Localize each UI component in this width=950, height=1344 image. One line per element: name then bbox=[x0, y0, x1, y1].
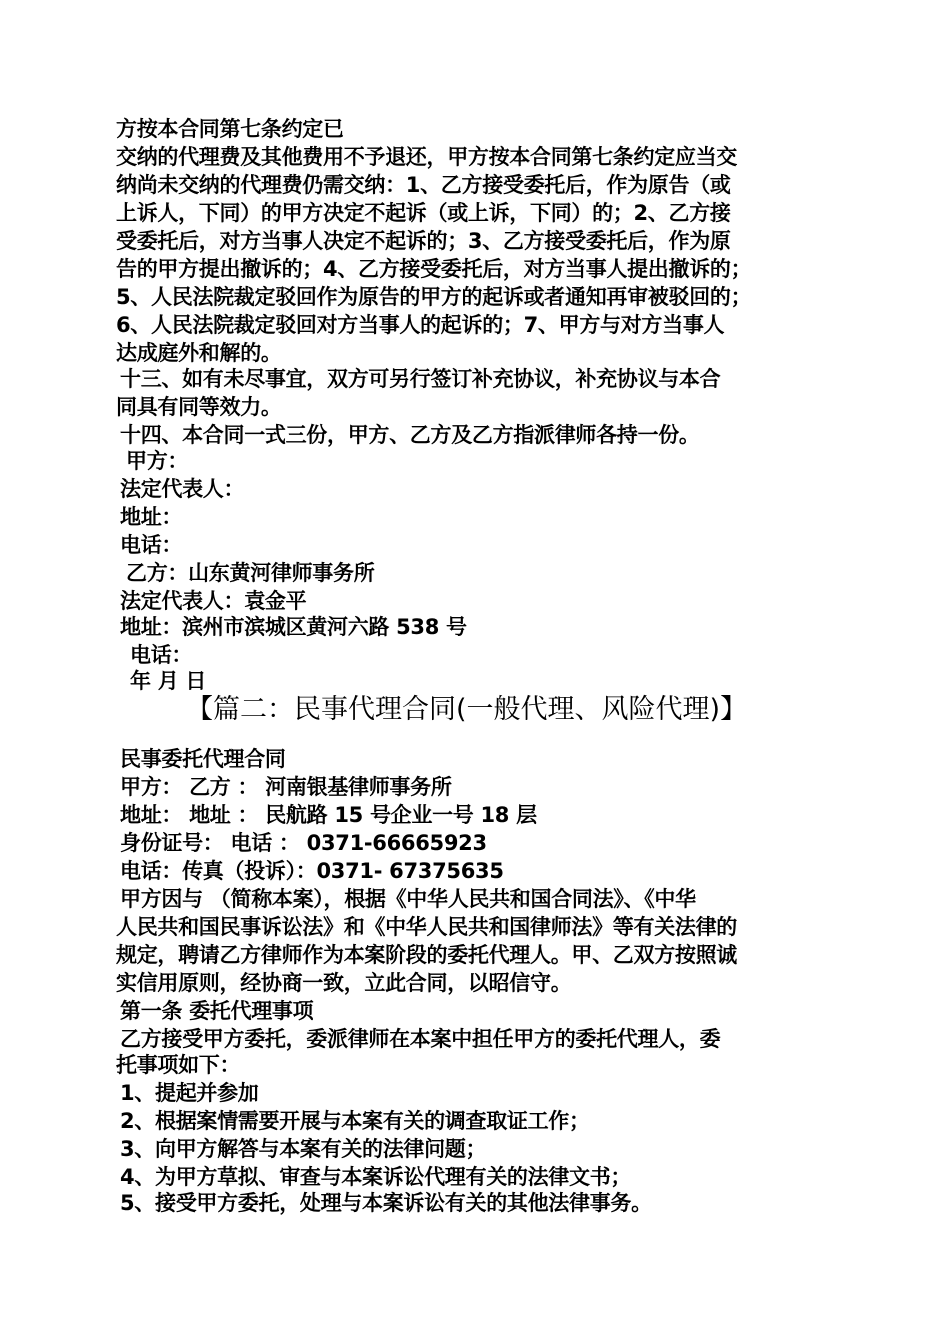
text-line: 电话：传真（投诉）：0371- 67375635 bbox=[120, 859, 504, 883]
phone-label: 电话： bbox=[120, 533, 183, 557]
text-line: 告的甲方提出撤诉的；4、乙方接受委托后，对方当事人提出撤诉的； bbox=[116, 257, 752, 281]
list-item: 4、为甲方草拟、审查与本案诉讼代理有关的法律文书； bbox=[120, 1165, 632, 1189]
list-item: 5、接受甲方委托，处理与本案诉讼有关的其他法律事务。 bbox=[120, 1191, 652, 1215]
legal-rep-label: 法定代表人： bbox=[120, 477, 245, 501]
text-line: 上诉人，下同）的甲方决定不起诉（或上诉，下同）的；2、乙方接 bbox=[116, 201, 731, 225]
party-a-label: 甲方： bbox=[126, 449, 189, 473]
text-line: 实信用原则，经协商一致，立此合同，以昭信守。 bbox=[116, 971, 572, 995]
text-line: 达成庭外和解的。 bbox=[116, 341, 282, 365]
party-b-line: 乙方：山东黄河律师事务所 bbox=[126, 561, 375, 585]
legal-rep-line: 法定代表人：袁金平 bbox=[120, 589, 307, 613]
text-line: 甲方因与 （简称本案），根据《中华人民共和国合同法》、《中华 bbox=[120, 887, 696, 911]
address-line: 地址：滨州市滨城区黄河六路 538 号 bbox=[120, 615, 467, 639]
list-item: 2、根据案情需要开展与本案有关的调查取证工作； bbox=[120, 1109, 590, 1133]
text-line: 纳尚未交纳的代理费仍需交纳：1、乙方接受委托后，作为原告（或 bbox=[116, 173, 731, 197]
text-line: 十三、如有未尽事宜，双方可另行签订补充协议，补充协议与本合 bbox=[120, 367, 721, 391]
date-line: 年 月 日 bbox=[130, 669, 207, 693]
text-line: 人民共和国民事诉讼法》和《中华人民共和国律师法》等有关法律的 bbox=[116, 915, 737, 939]
text-line: 十四、本合同一式三份，甲方、乙方及乙方指派律师各持一份。 bbox=[120, 423, 700, 447]
article-heading: 第一条 委托代理事项 bbox=[120, 999, 314, 1023]
section-title: 【篇二：民事代理合同(一般代理、风险代理)】 bbox=[186, 694, 748, 725]
text-line: 乙方接受甲方委托，委派律师在本案中担任甲方的委托代理人，委 bbox=[120, 1027, 721, 1051]
text-line: 托事项如下： bbox=[116, 1053, 241, 1077]
address-label: 地址： bbox=[120, 505, 183, 529]
text-line: 同具有同等效力。 bbox=[116, 395, 282, 419]
text-line: 5、人民法院裁定驳回作为原告的甲方的起诉或者通知再审被驳回的； bbox=[116, 285, 752, 309]
text-line: 方按本合同第七条约定已 bbox=[116, 117, 344, 141]
text-line: 甲方： 乙方 ： 河南银基律师事务所 bbox=[120, 775, 452, 799]
list-item: 1、提起并参加 bbox=[120, 1081, 259, 1105]
text-line: 6、人民法院裁定驳回对方当事人的起诉的；7、甲方与对方当事人 bbox=[116, 313, 725, 337]
text-line: 地址： 地址 ： 民航路 15 号企业一号 18 层 bbox=[120, 803, 537, 827]
text-line: 身份证号： 电话 ： 0371-66665923 bbox=[120, 831, 487, 855]
text-line: 规定，聘请乙方律师作为本案阶段的委托代理人。甲、乙双方按照诚 bbox=[116, 943, 737, 967]
phone-label: 电话： bbox=[130, 643, 193, 667]
contract-title: 民事委托代理合同 bbox=[120, 747, 286, 771]
list-item: 3、向甲方解答与本案有关的法律问题； bbox=[120, 1137, 487, 1161]
text-line: 交纳的代理费及其他费用不予退还，甲方按本合同第七条约定应当交 bbox=[116, 145, 737, 169]
text-line: 受委托后，对方当事人决定不起诉的；3、乙方接受委托后，作为原 bbox=[116, 229, 731, 253]
